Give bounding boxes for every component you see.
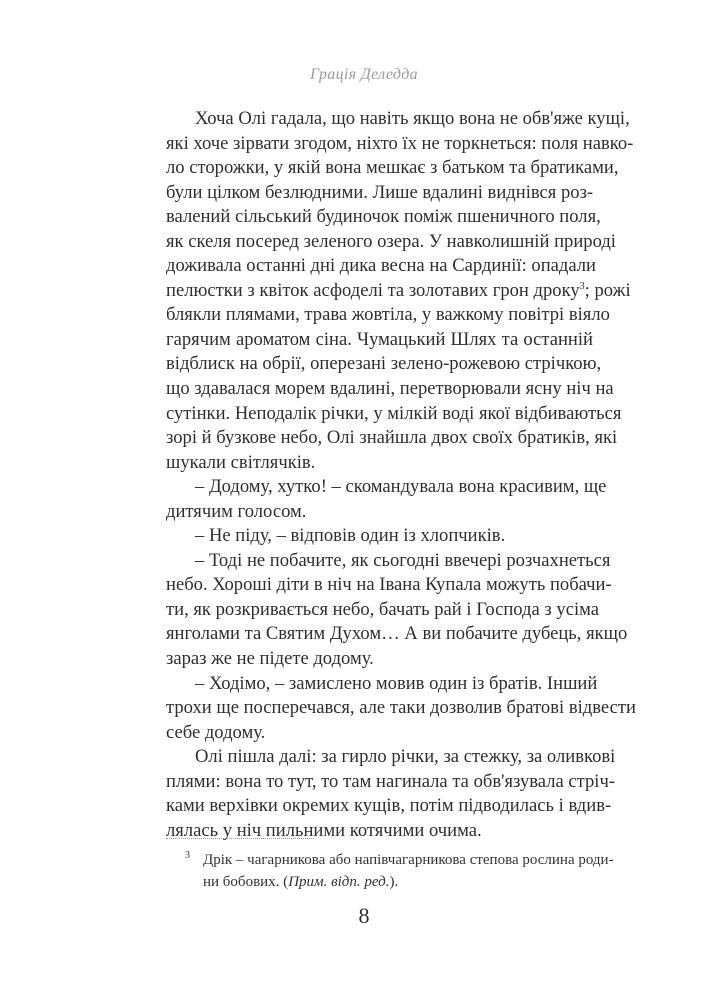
text-line: що здавалася морем вдалині, перетворювали ясну ніч на	[166, 378, 614, 400]
text-line: відблиск на обрії, оперезані зелено-рожевою стрічкою,	[166, 353, 602, 375]
text-line: плями: вона то тут, то там нагинала та обв'язувала стріч-	[166, 770, 616, 792]
text-line: шукали світлячків.	[166, 451, 316, 473]
text-line: які хоче зірвати згодом, ніхто їх не торкнеться: поля навко-	[166, 132, 634, 154]
text-line: зорі й бузкове небо, Олі знайшла двох своїх братиків, які	[166, 427, 618, 449]
footnote-mark: 3	[185, 850, 190, 861]
text-line: ло сторожки, у якій вона мешкає з батьком та братиками,	[166, 157, 619, 179]
paragraph	[166, 475, 607, 524]
body-text	[166, 107, 636, 843]
footnote-text: ни бобових. (Прим. відп. ред.).	[203, 874, 399, 890]
paragraph	[166, 524, 593, 549]
paragraph	[166, 745, 616, 843]
text-line: небо. Хороші діти в ніч на Івана Купала можуть побачи-	[166, 574, 612, 596]
footnote-line	[166, 871, 593, 893]
text-line: зараз же не підете додому.	[166, 648, 374, 670]
text-line: – Тоді не побачите, як сьогодні ввечері розчахнеться	[195, 549, 611, 571]
footnote	[166, 849, 614, 893]
paragraph	[166, 107, 634, 475]
text-line: були цілком безлюдними. Лише вдалині виднівся роз-	[166, 181, 594, 203]
text-line: гарячим ароматом сіна. Чумацький Шлях та останній	[166, 328, 593, 350]
paragraph	[166, 549, 628, 672]
text-line: як скеля посеред зеленого озера. У навколишній природі	[166, 230, 616, 252]
text-line: трохи ще посперечався, але таки дозволив братові відвести	[166, 697, 636, 719]
paragraph	[166, 672, 636, 746]
text-line: пелюстки з квіток асфоделі та золотавих грон дроку$^3$; рожі	[166, 279, 631, 301]
text-line: сутінки. Неподалік річки, у мілкій воді якої відбиваються	[166, 402, 622, 424]
text-line: – Додому, хутко! – скомандувала вона красивим, ще	[195, 476, 607, 498]
text-line: себе додому.	[166, 721, 266, 743]
footnote-ref: 3	[579, 280, 585, 292]
text-line: янголами та Святим Духом… А ви побачите дубець, якщо	[166, 623, 628, 645]
text-line: дитячим голосом.	[166, 500, 307, 522]
page-number: 8	[358, 903, 370, 928]
text-line: доживала останні дні дика весна на Сардинії: опадали	[166, 255, 597, 277]
text-line: блякли плямами, трава жовтіла, у важкому повітрі віяло	[166, 304, 610, 326]
text-line: Хоча Олі гадала, що навіть якщо вона не обв'яже кущі,	[195, 108, 630, 129]
text-line: ками верхівки окремих кущів, потім підводилась і вдив-	[166, 795, 612, 817]
text-line: ти, як розкривається небо, бачать рай і Господа з усіма	[166, 598, 600, 620]
text-line: Олі пішла далі: за гирло річки, за стежку, за оливкові	[195, 746, 616, 768]
text-line: – Не піду, – відповів один із хлопчиків.	[195, 525, 506, 547]
running-head: Грація Деледда	[310, 66, 418, 83]
footnote-line	[166, 849, 614, 871]
text-line: лялась у ніч пильними котячими очима.	[166, 819, 482, 841]
text-line: – Ходімо, – замислено мовив один із братів. Інший	[195, 672, 598, 694]
footnote-divider	[166, 838, 314, 839]
text-line: валений сільський будиночок поміж пшеничного поля,	[166, 206, 601, 228]
footnote-text: Дрік – чагарникова або напівчагарникова степова рослина роди-	[203, 852, 614, 868]
